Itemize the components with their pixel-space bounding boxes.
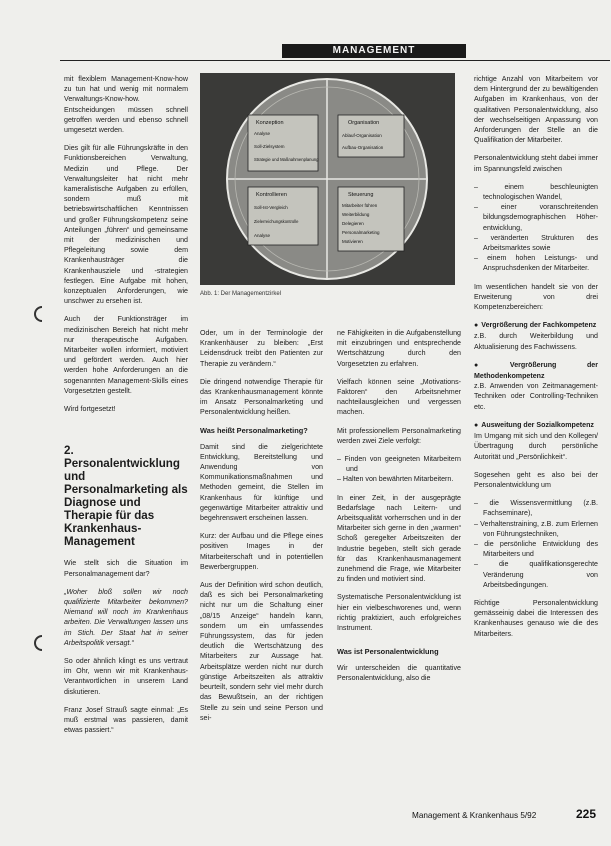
paragraph: ne Fähigkeiten in die Aufgabenstellung mit einzubringen und entsprechende Wertschätzung durch den Vorgesetzten zu erfahren. xyxy=(337,329,461,368)
bullet-title: Vergrößerung der Methodenkompetenz xyxy=(474,360,598,381)
quadrant-title: Kontrollieren xyxy=(256,192,287,198)
paragraph: Franz Josef Strauß sagte einmal: „Es muß erstmal was passieren, damit etwas passiert.“ xyxy=(64,705,188,735)
paragraph: Wird fortgesetzt! xyxy=(64,405,116,414)
paragraph: z.B. Anwenden von Zeitmanagement-Techniken oder Controlling-Techniken etc. xyxy=(474,382,598,411)
column-1 xyxy=(64,74,188,743)
paragraph: z.B. durch Weiterbildung und Aktualisierung des Fachwissens. xyxy=(474,332,598,351)
quadrant-title: Konzeption xyxy=(256,120,284,126)
quadrant-item: Mitarbeiter führen xyxy=(342,203,378,208)
column-2 xyxy=(200,328,323,731)
paragraph: Damit sind die zielgerichtete Entwicklung, Bereitstellung und Anwendung von Kommunikationsmaßnahmen und Methoden gemeint, die Stellen im Krankenhaus für künftige und gegenwärtige Mitarbeiter attraktiv und begehrenswert erscheinen lassen. xyxy=(200,442,323,523)
quadrant-item: Zielerreichungskontrolle xyxy=(254,219,299,224)
paragraph: Oder, um in der Terminologie der Krankenhäuser zu bleiben: „Erst Leidensdruck treibt den Patienten zur Therapie zu verändern.“ xyxy=(200,329,323,368)
paragraph: Auch der Funktionsträger im medizinischen Bereich hat nicht mehr nur therapeutische Aufgaben. Mitarbeiter wollen informiert, motiviert und gefördert werden. Auch hier werden hohe Anforderungen an die sogenannten Management-Skills eines Vorgesetzten gestellt. xyxy=(64,315,188,395)
list-item: – veränderten Strukturen des Arbeitsmarktes sowie xyxy=(474,233,598,253)
paragraph: Vielfach können seine „Motivations-Faktoren“ den Arbeitsnehmer nachteilausgleichen und vergessen machen. xyxy=(337,377,461,417)
list-item: – einer voranschreitenden bildungsdemographischen Höher-entwicklung, xyxy=(474,202,598,233)
paragraph: Kurz: der Aufbau und die Pflege eines positiven Images in der Mitarbeiterschaft und in potentiellen Bewerbergruppen. xyxy=(200,532,323,571)
list xyxy=(474,498,598,590)
quadrant-item: Delegieren xyxy=(342,221,364,226)
paragraph: Wir unterscheiden die quantitative Personalentwicklung, also die xyxy=(337,664,461,683)
paragraph: Aus der Definition wird schon deutlich, daß es sich bei Personalmarketing nicht nur um die Schaltung einer „08/15 Anzeige“ handeln kann, sondern um ein umfassendes Führungssystem, das für jeden deutlich die Wertschätzung des Mitarbeiters zur Aussage hat. Arbeitsplätze werden nicht nur durch günstige Arbeitszeiten als attraktiv beurteilt, sondern sehr viel mehr durch das Bewußtsein, an der richtigen Stelle zu sein und seine Person und sei- xyxy=(200,581,323,722)
quadrant-item: Analyse xyxy=(254,233,271,238)
page-number: 225 xyxy=(576,807,597,821)
bullet-dot-icon: ● xyxy=(474,421,479,429)
section-heading: 2. Personalentwicklung und Personalmarketing als Diagnose und Therapie für das Krankenhaus-Management xyxy=(64,444,188,549)
quadrant-item: Motivieren xyxy=(342,239,363,244)
list xyxy=(474,182,598,274)
list-item: – einem beschleunigten technologischen Wandel, xyxy=(474,182,598,202)
list xyxy=(337,454,461,485)
list-item: – Finden von geeigneten Mitarbeitern und xyxy=(337,454,461,474)
quote: „Woher bloß sollen wir noch qualifizierte Mitarbeiter bekommen? Niemand will noch im Krankenhaus arbeiten. Die Verwaltungen lassen uns im Stich. Der Staat hat in seiner Arbeitspolitik versagt.“ xyxy=(64,587,188,647)
list-item: – einem hohen Leistungs- und Anspruchsdenken der Mitarbeiter. xyxy=(474,253,598,273)
subheading: Was ist Personalentwicklung xyxy=(337,647,439,657)
list-item: – die persönliche Entwicklung des Mitarbeiters und xyxy=(474,539,598,559)
bullet-heading xyxy=(474,360,598,381)
paragraph: Im wesentlichen handelt sie von der Erweiterung von drei Kompetenzbereichen: xyxy=(474,282,598,312)
paragraph: mit flexiblem Management-Know-how zu tun hat und wenig mit normalem Verwaltungs-Know-how. Entscheidungen müssen schnell getroffen werden und ebenso schnell umgesetzt werden. xyxy=(64,75,188,135)
quadrant-item: Weiterbildung xyxy=(342,212,370,217)
list-item: – die Wissensvermittlung (z.B. Fachseminare), xyxy=(474,498,598,518)
bullet-heading xyxy=(474,420,598,431)
quadrant-item: Strategie und Maßnahmenplanung xyxy=(254,157,319,162)
paragraph: In einer Zeit, in der ausgeprägte Bedarfslage nach Leitern- und Arbeitsqualität vorherrschen und in der Mitarbeiter sich gerne in den „warmen“ Schoß geregelter Arbeitszeiten der Industrie begeben, stellt sich gerade für das Krankenhausmanagement zunehmend die Frage, wie Mitarbeiter zu finden und motiviert sind. xyxy=(337,493,461,584)
list-item: – Verhaltenstraining, z.B. zum Erlernen von Führungstechniken, xyxy=(474,519,598,539)
quadrant-item: Soll-Ist-Vergleich xyxy=(254,205,288,210)
binder-hole xyxy=(34,306,42,322)
column-3 xyxy=(337,328,461,692)
paragraph: Dies gilt für alle Führungskräfte in den Funktionsbereichen Verwaltung, Medizin und Pflege. Der Verwaltungsleiter hat nicht mehr kameralistische Aufgaben zu erfüllen, sondern muß mit betriebswirtschaftlichen Kenntnissen und großer Führungskompetenz seine Anteilungen „führen“ und gemeinsame mit der medizinischen und Pflegeleitung sowie dem Krankenhausträger die Krankenhausziele und -strategien festlegen. Eine Aufgabe mit hohen, konzeptualen Anforderungen, wie unschwer zu ersehen ist. xyxy=(64,144,188,306)
list-item: – Halten von bewährten Mitarbeitern. xyxy=(337,474,461,484)
quadrant-title: Steuerung xyxy=(348,192,374,198)
column-4 xyxy=(474,74,598,647)
subheading: Was heißt Personalmarketing? xyxy=(200,425,308,435)
paragraph: Die dringend notwendige Therapie für das Krankenhausmanagement könnte im Ansatz Personalmarketing und Personalentwicklung heißen. xyxy=(200,377,323,417)
quadrant-item: Soll-Zielsystem xyxy=(254,144,285,149)
list-item: – die qualifikationsgerechte Veränderung von Arbeitsbedingungen. xyxy=(474,559,598,590)
paragraph: Wie stellt sich die Situation im Personalmanagement dar? xyxy=(64,559,188,578)
paragraph: Richtige Personalentwicklung gemässeinig dabei die Interessen des Krankenhauses genauso wie die des Mitarbeiters. xyxy=(474,598,598,638)
paragraph: So oder ähnlich klingt es uns vertraut im Ohr, wenn wir mit Krankenhaus-Verantwortlichen in unserem Land diskutieren. xyxy=(64,656,188,696)
paragraph: Mit professionellem Personalmarketing werden zwei Ziele verfolgt: xyxy=(337,426,461,445)
bullet-title: Vergrößerung der Fachkompetenz xyxy=(481,321,597,330)
paragraph: richtige Anzahl von Mitarbeitern vor dem Hintergrund der zu bewältigenden Aufgaben im Krankenhaus, von der qualitativen Personalentwicklung, also der wechselseitigen Anpassung von Anforderungen der Stelle an die Qualifikation der Mitarbeiter. xyxy=(474,75,598,145)
quadrant-item: Personalmarketing xyxy=(342,230,380,235)
quadrant-item: Ablauf-Organisation xyxy=(342,133,382,138)
bullet-heading xyxy=(474,320,598,331)
quadrant-title: Organisation xyxy=(348,120,380,126)
quadrant-item: Aufbau-Organisation xyxy=(342,145,384,150)
management-cycle-figure xyxy=(200,73,455,285)
section-header: MANAGEMENT xyxy=(282,44,466,58)
quadrant-item: Analyse xyxy=(254,131,271,136)
figure-caption: Abb. 1: Der Managementzirkel xyxy=(200,291,282,297)
journal-footer: Management & Krankenhaus 5/92 xyxy=(412,811,537,820)
paragraph: Personalentwicklung steht dabei immer im Spannungsfeld zwischen xyxy=(474,154,598,173)
header-rule xyxy=(60,60,610,61)
paragraph: Systematische Personalentwicklung ist hier ein vielbeschworenes und, wenn richtig praktiziert, auch erfolgreiches Instrument. xyxy=(337,593,461,633)
bullet-dot-icon: ● xyxy=(474,322,479,330)
paragraph: Im Umgang mit sich und den Kollegen/Übertragung durch persönliche Autorität und „Persönlichkeit“. xyxy=(474,432,598,461)
figure-diagram xyxy=(200,73,455,285)
paragraph: Sogesehen geht es also bei der Personalentwicklung um xyxy=(474,470,598,489)
bullet-dot-icon: ● xyxy=(474,361,507,369)
bullet-title: Ausweitung der Sozialkompetenz xyxy=(481,420,594,429)
binder-hole xyxy=(34,635,42,651)
